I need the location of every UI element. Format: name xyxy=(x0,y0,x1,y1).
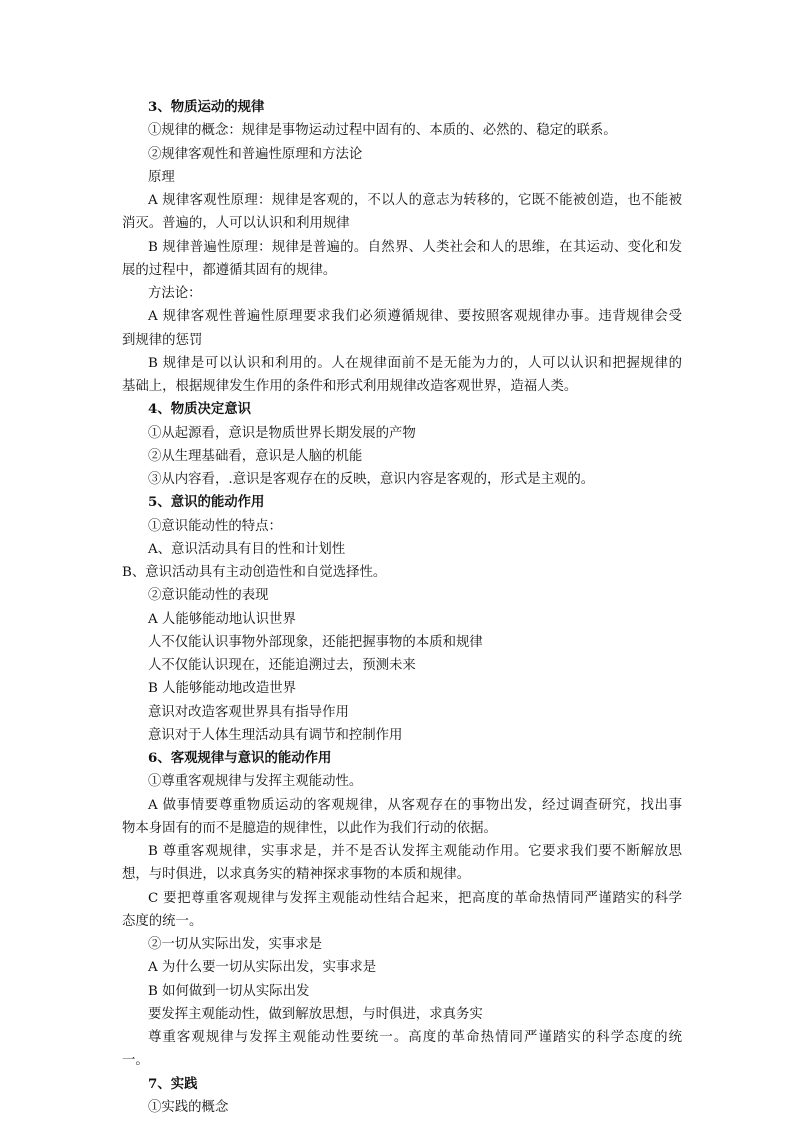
paragraph-line: C 要把尊重客观规律与发挥主观能动性结合起来，把高度的革命热情同严谨踏实的科学 xyxy=(148,890,682,906)
paragraph-line: ③从内容看，.意识是客观存在的反映，意识内容是客观的，形式是主观的。 xyxy=(148,472,595,487)
paragraph-line: B、意识活动具有主动创造性和自觉选择性。 xyxy=(122,565,387,580)
paragraph-line: 意识对改造客观世界具有指导作用 xyxy=(148,704,349,720)
paragraph-line: 态度的统一。 xyxy=(122,913,203,929)
paragraph-line: ②意识能动性的表现 xyxy=(148,588,269,604)
paragraph-line: 消灭。普遍的，人可以认识和利用规律 xyxy=(122,216,350,232)
paragraph-line: 人不仅能认识现在，还能追溯过去，预测未来 xyxy=(148,658,416,673)
paragraph-line: A 做事情要尊重物质运动的客观规律，从客观存在的事物出发，经过调查研究，找出事 xyxy=(148,797,682,813)
paragraph-line: 基础上，根据规律发生作用的条件和形式利用规律改造客观世界，造福人类。 xyxy=(122,379,578,394)
paragraph-line: 原理 xyxy=(148,169,175,185)
paragraph-line: B 如何做到一切从实际出发 xyxy=(148,983,310,999)
paragraph-line: A 规律客观性原理：规律是客观的，不以人的意志为转移的，它既不能被创造，也不能被 xyxy=(148,193,682,208)
paragraph-line: ①尊重客观规律与发挥主观能动性。 xyxy=(148,774,363,790)
paragraph-line: ②从生理基础看，意识是人脑的机能 xyxy=(148,448,363,464)
section-heading: 7、实践 xyxy=(148,1075,198,1092)
paragraph-line: A 人能够能动地认识世界 xyxy=(148,611,296,627)
section-heading: 4、物质决定意识 xyxy=(148,401,252,418)
document-body xyxy=(122,96,682,1119)
paragraph-line: B 规律普遍性原理：规律是普遍的。自然界、人类社会和人的思维，在其运动、变化和发 xyxy=(148,239,682,255)
paragraph-line: ②规律客观性和普遍性原理和方法论 xyxy=(148,146,363,162)
paragraph-line: 人不仅能认识事物外部现象，还能把握事物的本质和规律 xyxy=(148,634,483,650)
paragraph-line: 想，与时俱进，以求真务实的精神探求事物的本质和规律。 xyxy=(122,867,471,883)
section-heading: 5、意识的能动作用 xyxy=(148,494,265,511)
paragraph-line: A 为什么要一切从实际出发，实事求是 xyxy=(148,960,377,976)
paragraph-line: 展的过程中，都遵循其固有的规律。 xyxy=(122,262,337,278)
paragraph-line: 意识对于人体生理活动具有调节和控制作用 xyxy=(148,727,403,743)
paragraph-line: ①从起源看，意识是物质世界长期发展的产物 xyxy=(148,425,416,441)
paragraph-line: ①规律的概念：规律是事物运动过程中固有的、本质的、必然的、稳定的联系。 xyxy=(148,123,617,139)
paragraph-line: 要发挥主观能动性，做到解放思想，与时俱进，求真务实 xyxy=(148,1006,483,1022)
paragraph-line: 到规律的惩罚 xyxy=(122,332,203,348)
paragraph-line: 方法论： xyxy=(148,286,202,301)
paragraph-line: B 尊重客观规律，实事求是，并不是否认发挥主观能动作用。它要求我们要不断解放思 xyxy=(148,844,682,859)
paragraph-line: B 规律是可以认识和利用的。人在规律面前不是无能为力的，人可以认识和把握规律的 xyxy=(148,355,682,371)
paragraph-line: 物本身固有的而不是臆造的规律性，以此作为我们行动的依据。 xyxy=(122,820,497,836)
section-heading: 3、物质运动的规律 xyxy=(148,99,265,115)
paragraph-line: A 规律客观性普遍性原理要求我们必须遵循规律、要按照客观规律办事。违背规律会受 xyxy=(148,309,682,325)
paragraph-line: ①实践的概念 xyxy=(148,1099,229,1115)
paragraph-line: 尊重客观规律与发挥主观能动性要统一。高度的革命热情同严谨踏实的科学态度的统 xyxy=(148,1030,682,1045)
paragraph-line: B 人能够能动地改造世界 xyxy=(148,681,297,697)
paragraph-line: ②一切从实际出发，实事求是 xyxy=(148,937,323,952)
paragraph-line: A、意识活动具有目的性和计划性 xyxy=(148,541,346,557)
section-heading: 6、客观规律与意识的能动作用 xyxy=(148,750,332,766)
paragraph-line: 一。 xyxy=(122,1053,149,1069)
paragraph-line: ①意识能动性的特点： xyxy=(148,518,282,534)
